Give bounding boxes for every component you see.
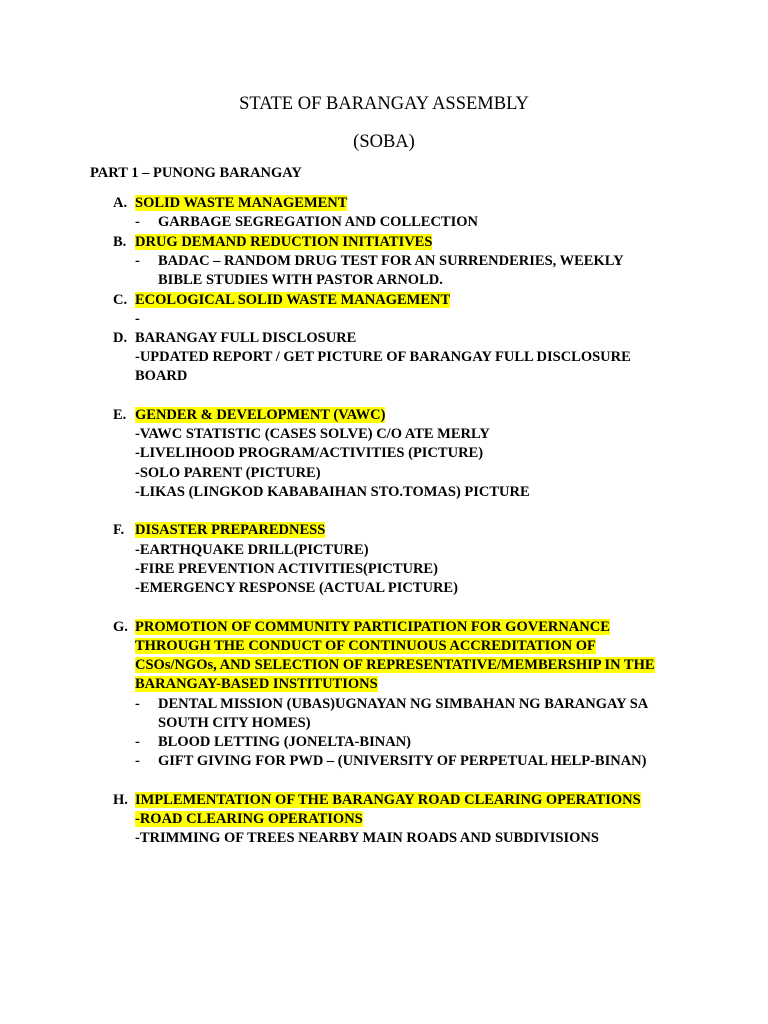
section-g-item: BLOOD LETTING (JONELTA-BINAN) <box>158 734 411 750</box>
section-b-letter: B. <box>113 234 127 250</box>
section-f-letter: F. <box>113 522 125 538</box>
section-g-heading-line: PROMOTION OF COMMUNITY PARTICIPATION FOR GOVERNANCE <box>135 619 610 635</box>
section-d-item: -UPDATED REPORT / GET PICTURE OF BARANGAY FULL DISCLOSURE <box>135 349 631 365</box>
section-a-heading: SOLID WASTE MANAGEMENT <box>135 195 348 211</box>
bullet-dash: - <box>135 753 140 769</box>
section-e-letter: E. <box>113 407 127 423</box>
section-b-heading: DRUG DEMAND REDUCTION INITIATIVES <box>135 234 433 250</box>
bullet-dash: - <box>135 253 140 269</box>
section-b-item: BIBLE STUDIES WITH PASTOR ARNOLD. <box>158 272 443 288</box>
section-h-item: -TRIMMING OF TREES NEARBY MAIN ROADS AND SUBDIVISIONS <box>135 830 599 846</box>
section-g-item: GIFT GIVING FOR PWD – (UNIVERSITY OF PERPETUAL HELP-BINAN) <box>158 753 647 769</box>
section-g-heading-line: CSOs/NGOs, AND SELECTION OF REPRESENTATIVE/MEMBERSHIP IN THE <box>135 657 655 673</box>
section-e-item: -LIKAS (LINGKOD KABABAIHAN STO.TOMAS) PICTURE <box>135 484 530 500</box>
section-h-item: -ROAD CLEARING OPERATIONS <box>135 811 363 827</box>
section-e-heading: GENDER & DEVELOPMENT (VAWC) <box>135 407 386 423</box>
section-f-item: -FIRE PREVENTION ACTIVITIES(PICTURE) <box>135 561 438 577</box>
section-g-item: DENTAL MISSION (UBAS)UGNAYAN NG SIMBAHAN NG BARANGAY SA <box>158 696 649 712</box>
section-c-item: - <box>135 311 140 327</box>
section-e-item: -SOLO PARENT (PICTURE) <box>135 465 321 481</box>
bullet-dash: - <box>135 696 140 712</box>
section-d-letter: D. <box>113 330 128 346</box>
section-g-heading-line: BARANGAY-BASED INSTITUTIONS <box>135 676 378 692</box>
section-h-heading: IMPLEMENTATION OF THE BARANGAY ROAD CLEARING OPERATIONS <box>135 792 641 808</box>
section-c-heading: ECOLOGICAL SOLID WASTE MANAGEMENT <box>135 292 451 308</box>
section-f-heading: DISASTER PREPAREDNESS <box>135 522 326 538</box>
section-a-item: GARBAGE SEGREGATION AND COLLECTION <box>158 214 478 230</box>
section-d-item: BOARD <box>135 368 188 384</box>
section-d-heading: BARANGAY FULL DISCLOSURE <box>135 330 357 346</box>
section-h-letter: H. <box>113 792 128 808</box>
section-e-item: -VAWC STATISTIC (CASES SOLVE) C/O ATE MERLY <box>135 426 490 442</box>
section-c-letter: C. <box>113 292 128 308</box>
section-a-letter: A. <box>113 195 128 211</box>
section-e-item: -LIVELIHOOD PROGRAM/ACTIVITIES (PICTURE) <box>135 445 484 461</box>
part-heading: PART 1 – PUNONG BARANGAY <box>90 165 302 181</box>
bullet-dash: - <box>135 734 140 750</box>
section-g-item: SOUTH CITY HOMES) <box>158 715 311 731</box>
document-subtitle: (SOBA) <box>353 132 415 152</box>
document-title: STATE OF BARANGAY ASSEMBLY <box>239 94 529 114</box>
section-f-item: -EARTHQUAKE DRILL(PICTURE) <box>135 542 369 558</box>
section-g-letter: G. <box>113 619 128 635</box>
section-b-item: BADAC – RANDOM DRUG TEST FOR AN SURRENDERIES, WEEKLY <box>158 253 624 269</box>
section-f-item: -EMERGENCY RESPONSE (ACTUAL PICTURE) <box>135 580 458 596</box>
bullet-dash: - <box>135 214 140 230</box>
section-g-heading-line: THROUGH THE CONDUCT OF CONTINUOUS ACCREDITATION OF <box>135 638 596 654</box>
